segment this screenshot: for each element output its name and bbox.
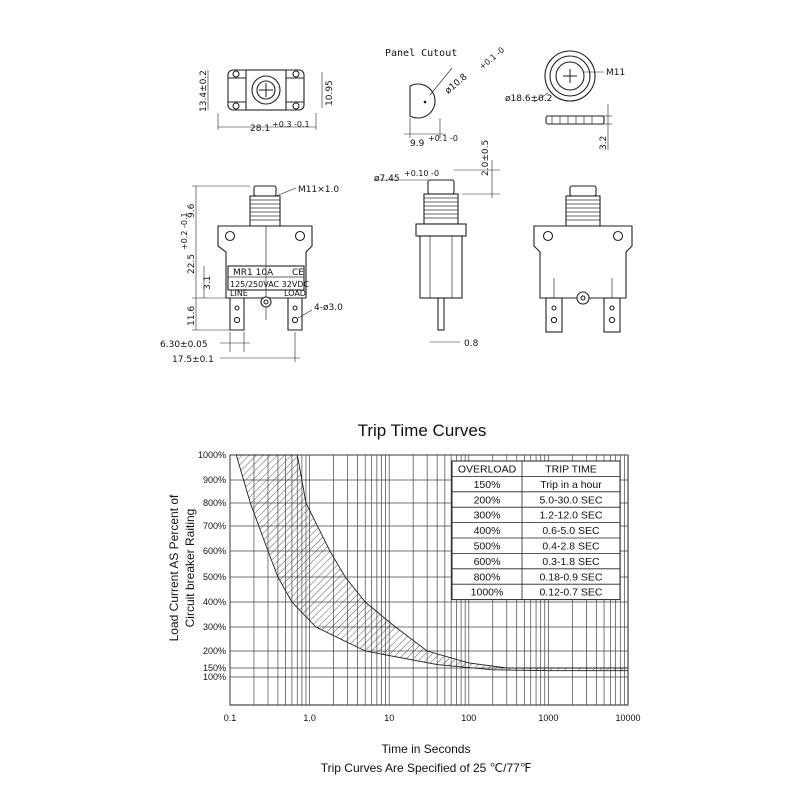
table-cell-trip-time: 1.2-12.0 SEC — [539, 509, 603, 522]
dim-9-9: 9.9 — [410, 139, 425, 149]
y-tick-label: 1000% — [197, 450, 226, 460]
dim-10-8: ø10.8 — [443, 72, 470, 97]
dim-10-8-tol: +0.1 -0 — [477, 45, 507, 72]
x-axis-label: Time in Seconds — [381, 742, 471, 756]
y-tick-label: 500% — [202, 572, 226, 582]
dim-7-45: ø7.45 — [374, 174, 400, 184]
y-tick-label: 200% — [202, 646, 226, 656]
chart-footnote: Trip Curves Are Specified of 25 ℃/77℉ — [320, 761, 532, 775]
table-cell-trip-time: 0.18-0.9 SEC — [539, 571, 603, 584]
y-tick-label: 400% — [202, 597, 226, 607]
table-cell-overload: 200% — [473, 494, 501, 507]
panel-cutout-shape — [404, 68, 452, 138]
table-cell-overload: 800% — [473, 571, 501, 584]
x-tick-labels — [224, 713, 641, 723]
x-tick-label: 1000 — [538, 713, 559, 723]
dim-22-5: 22.5 — [187, 253, 197, 274]
label-ce: CE — [292, 268, 304, 278]
table-cell-overload: 150% — [473, 478, 501, 491]
dim-2-0: 2.0±0.5 — [481, 139, 491, 176]
dim-9-9-tol: +0.1 -0 — [428, 134, 458, 143]
y-tick-label: 100% — [202, 672, 226, 682]
table-cell-overload: 1000% — [470, 586, 504, 599]
x-tick-label: 100 — [461, 713, 477, 723]
label-line: LINE — [230, 289, 248, 298]
table-header-trip-time: TRIP TIME — [545, 463, 597, 476]
y-tick-label: 150% — [202, 663, 226, 673]
back-view — [534, 186, 632, 332]
y-tick-label: 800% — [202, 498, 226, 508]
table-cell-overload: 600% — [473, 555, 501, 568]
dim-m11-cap: M11 — [606, 68, 626, 78]
dim-11-6: 11.6 — [187, 305, 197, 326]
x-tick-label: 1.0 — [303, 713, 316, 723]
dim-0-8: 0.8 — [464, 339, 479, 349]
dim-9-6: 9.6 — [187, 203, 197, 218]
y-tick-label: 700% — [202, 521, 226, 531]
x-tick-label: 10 — [384, 713, 395, 723]
table-cell-overload: 400% — [473, 525, 501, 538]
y-tick-label: 300% — [202, 622, 226, 632]
dim-28-1-tol: +0.3 -0.1 — [272, 120, 310, 129]
table-cell-trip-time: Trip in a hour — [540, 478, 602, 491]
dim-3-2: 3.2 — [599, 135, 609, 150]
dim-28-1: 28.1 — [250, 124, 271, 134]
dim-3-1: 3.1 — [203, 275, 213, 290]
dim-18-6: ø18.6±0.2 — [505, 94, 553, 104]
table-header-overload: OVERLOAD — [457, 463, 517, 476]
dim-6-30: 6.30±0.05 — [160, 340, 208, 350]
label-load: LOAD — [284, 289, 306, 298]
table-cell-trip-time: 0.3-1.8 SEC — [542, 555, 600, 568]
dim-13-4: 13.4±0.2 — [199, 70, 209, 112]
table-cell-trip-time: 0.6-5.0 SEC — [542, 525, 600, 538]
label-model: MR1 10A — [233, 268, 274, 278]
side-view — [374, 160, 500, 342]
y-tick-labels — [198, 450, 226, 682]
dim-22-5-tol: +0.2 -0.1 — [180, 212, 189, 250]
y-tick-label: 900% — [202, 475, 226, 485]
dim-10-95: 10.95 — [325, 80, 335, 106]
table-cell-overload: 300% — [473, 509, 501, 522]
x-tick-label: 0.1 — [223, 713, 237, 723]
dim-7-45-tol: +0.10 -0 — [404, 169, 440, 178]
dim-4-3-0: 4-ø3.0 — [314, 303, 343, 313]
x-tick-label: 10000 — [615, 713, 641, 723]
table-cell-trip-time: 5.0-30.0 SEC — [539, 494, 603, 507]
y-tick-label: 600% — [202, 546, 226, 556]
table-cell-trip-time: 0.4-2.8 SEC — [542, 540, 600, 553]
y-axis-label-line2: Circuit breaker Raiting — [183, 508, 197, 628]
dim-m11-thread: M11×1.0 — [298, 185, 340, 195]
trip-time-chart — [0, 400, 800, 800]
panel-cutout-label: Panel Cutout — [385, 48, 458, 59]
table-cell-overload: 500% — [473, 540, 501, 553]
label-rating: 125/250VAC 32VDC — [230, 280, 310, 289]
chart-title: Trip Time Curves — [357, 421, 487, 440]
dim-17-5: 17.5±0.1 — [172, 355, 214, 365]
trip-time-table — [452, 461, 620, 600]
y-axis-label-line1: Load Current AS Percent of — [167, 494, 181, 642]
table-cell-trip-time: 0.12-0.7 SEC — [539, 586, 603, 599]
